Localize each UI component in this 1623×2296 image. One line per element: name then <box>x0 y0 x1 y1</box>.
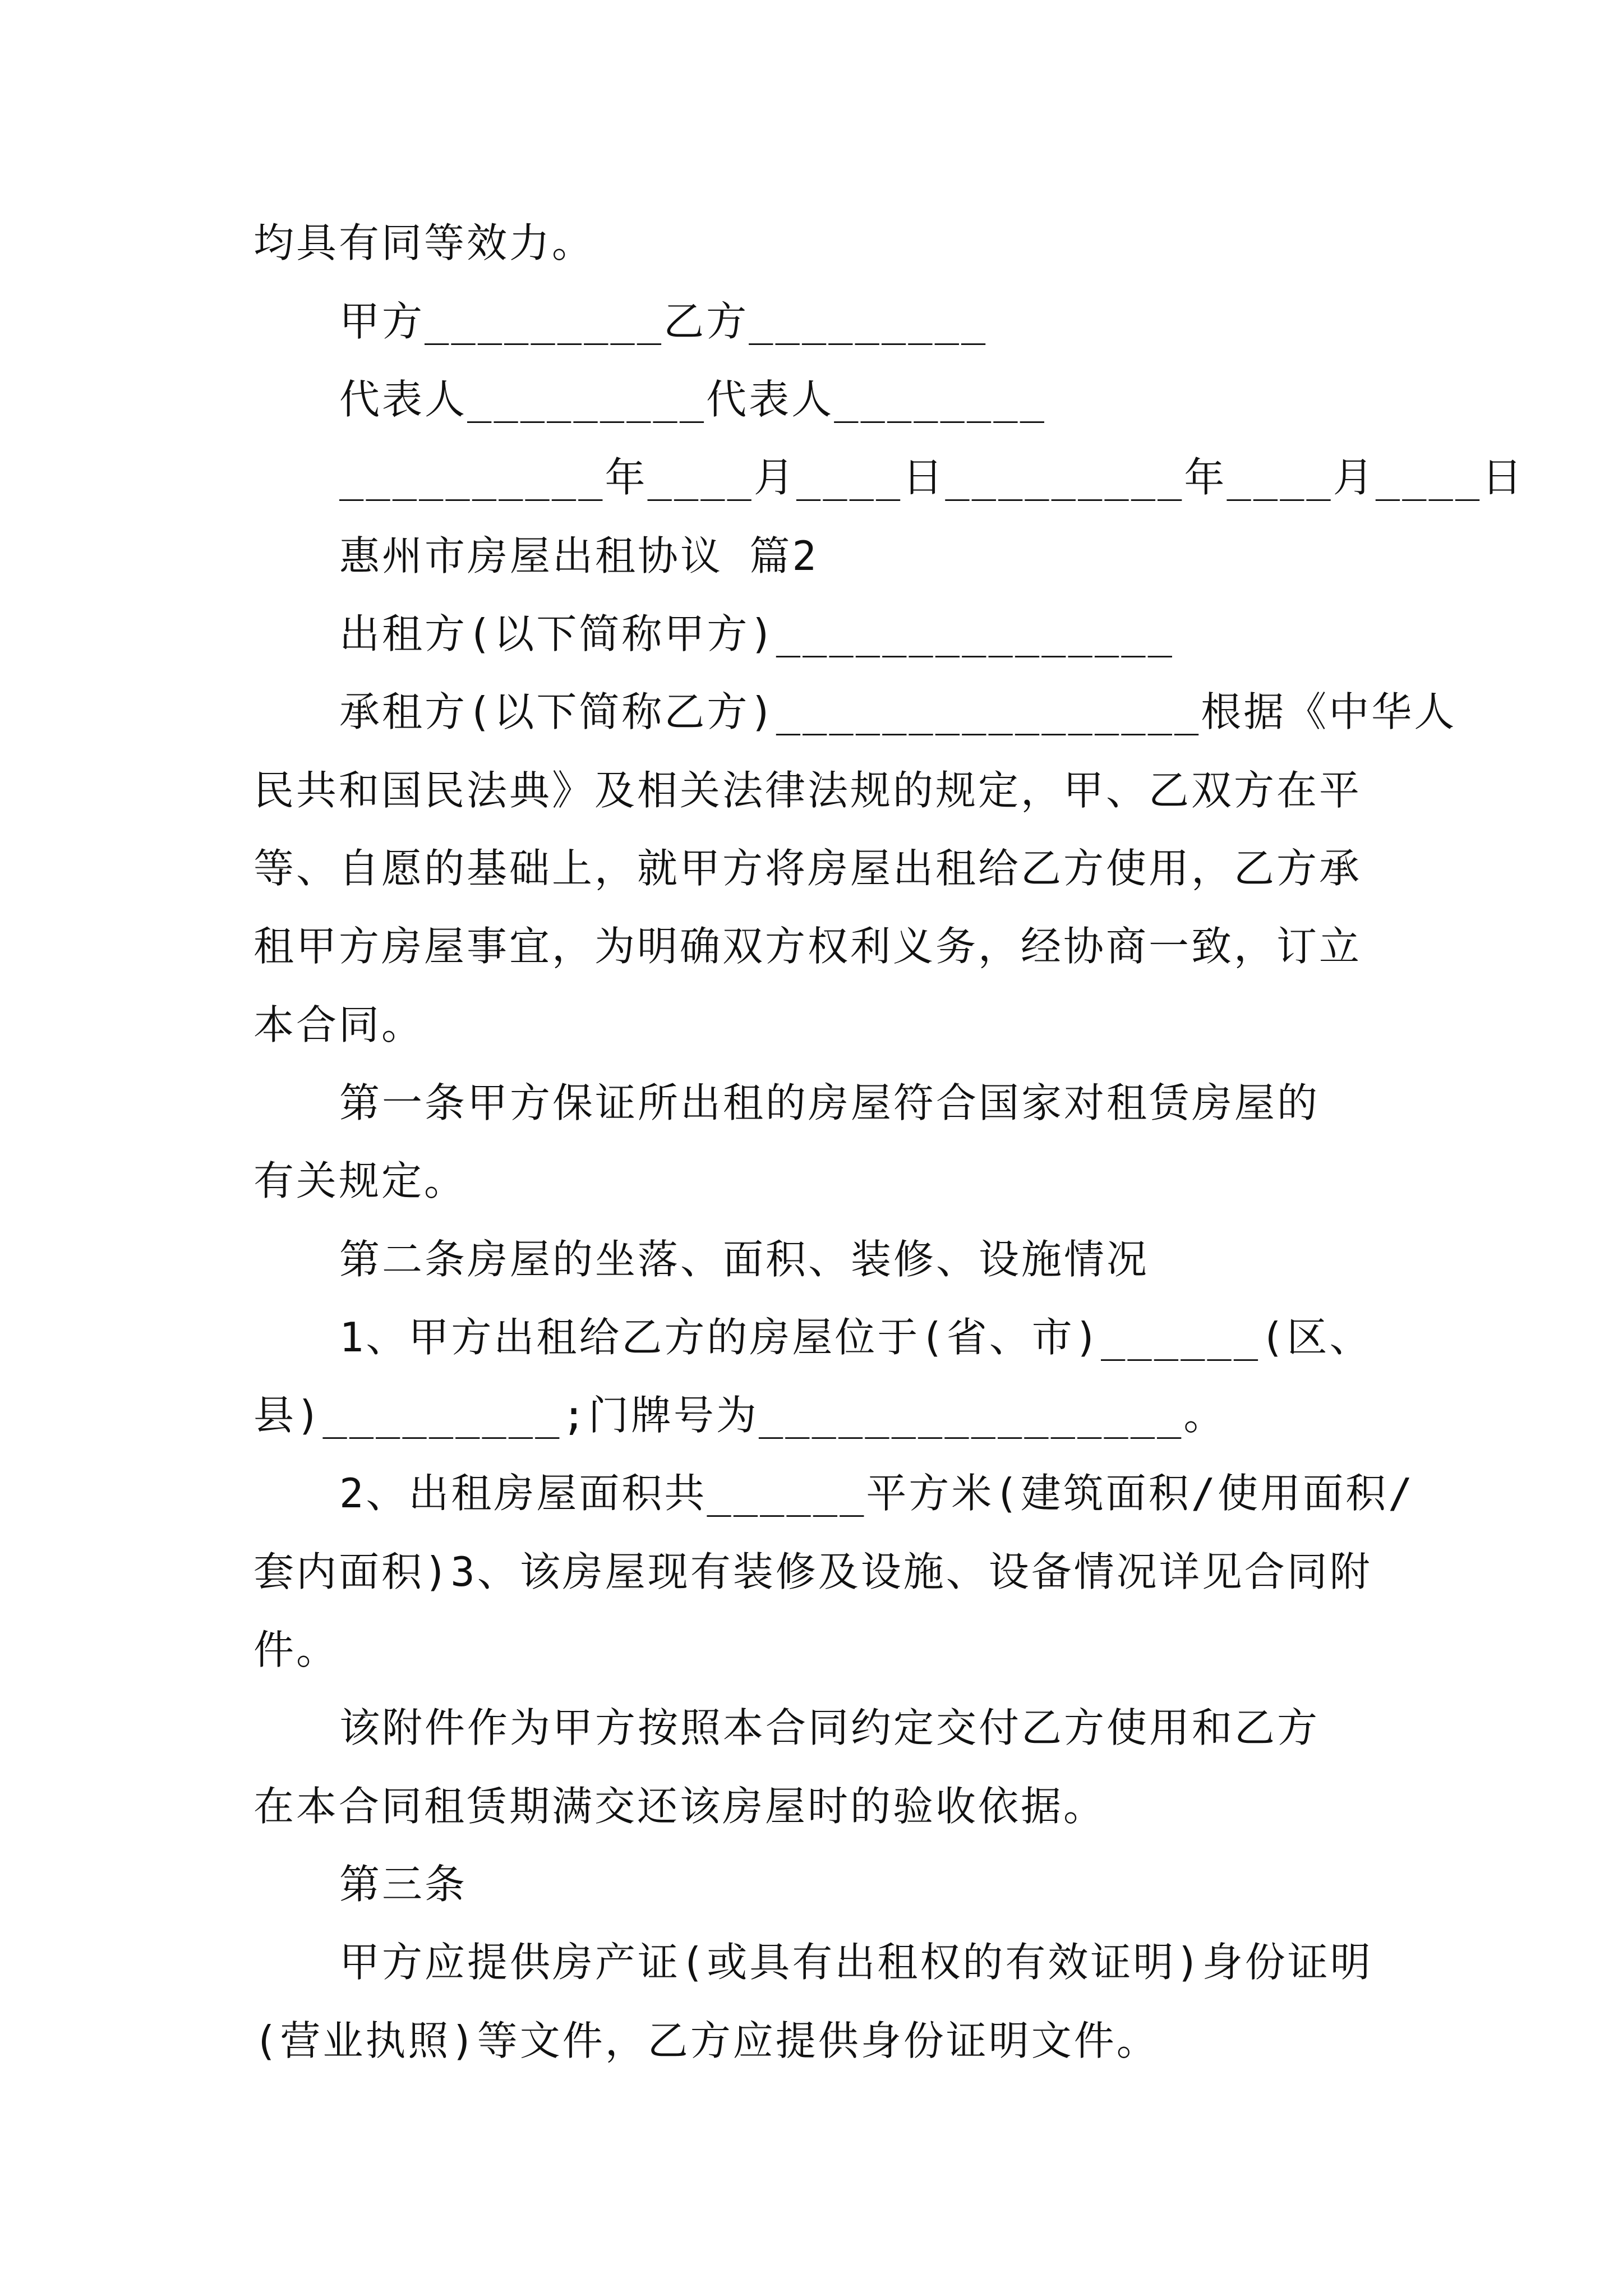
article-three-line: 甲方应提供房产证(或具有出租权的有效证明)身份证明 <box>339 1939 1373 1986</box>
list-item-line: 2、出租房屋面积共______平方米(建筑面积/使用面积/ <box>339 1470 1415 1517</box>
list-item-line: 1、甲方出租给乙方的房屋位于(省、市)______(区、 <box>339 1314 1372 1361</box>
lessee-line: 承租方(以下简称乙方)________________根据《中华人 <box>339 688 1457 735</box>
list-item-line: 套内面积)3、该房屋现有装修及设施、设备情况详见合同附 <box>253 1548 1372 1595</box>
paragraph-line: 有关规定。 <box>253 1157 467 1204</box>
article-two-heading: 第二条房屋的坐落、面积、装修、设施情况 <box>339 1236 1150 1283</box>
article-one-line: 第一条甲方保证所出租的房屋符合国家对租赁房屋的 <box>339 1079 1320 1126</box>
attachment-paragraph-line: 该附件作为甲方按照本合同约定交付乙方使用和乙方 <box>339 1704 1320 1751</box>
article-three-line: (营业执照)等文件，乙方应提供身份证明文件。 <box>253 2017 1159 2064</box>
list-item-line: 件。 <box>253 1626 339 1673</box>
paragraph-line: 民共和国民法典》及相关法律法规的规定，甲、乙双方在平 <box>253 767 1362 814</box>
paragraph-line: 租甲方房屋事宜，为明确双方权利义务，经协商一致，订立 <box>253 923 1362 970</box>
attachment-paragraph-line: 在本合同租赁期满交还该房屋时的验收依据。 <box>253 1783 1106 1830</box>
paragraph-line: 等、自愿的基础上，就甲方将房屋出租给乙方使用，乙方承 <box>253 845 1362 892</box>
article-three-heading: 第三条 <box>339 1861 468 1908</box>
lessor-line: 出租方(以下简称甲方)_______________ <box>339 610 1174 657</box>
text-line-continuation: 均具有同等效力。 <box>253 219 595 266</box>
signature-date-line: __________年____月____日_________年____月____日 <box>339 454 1525 501</box>
signature-representative-line: 代表人_________代表人________ <box>339 376 1046 423</box>
section-heading: 惠州市房屋出租协议 篇2 <box>339 532 819 579</box>
signature-party-line: 甲方_________乙方_________ <box>339 298 988 345</box>
paragraph-line: 本合同。 <box>253 1001 425 1048</box>
list-item-line: 县)_________;门牌号为________________。 <box>253 1392 1227 1439</box>
